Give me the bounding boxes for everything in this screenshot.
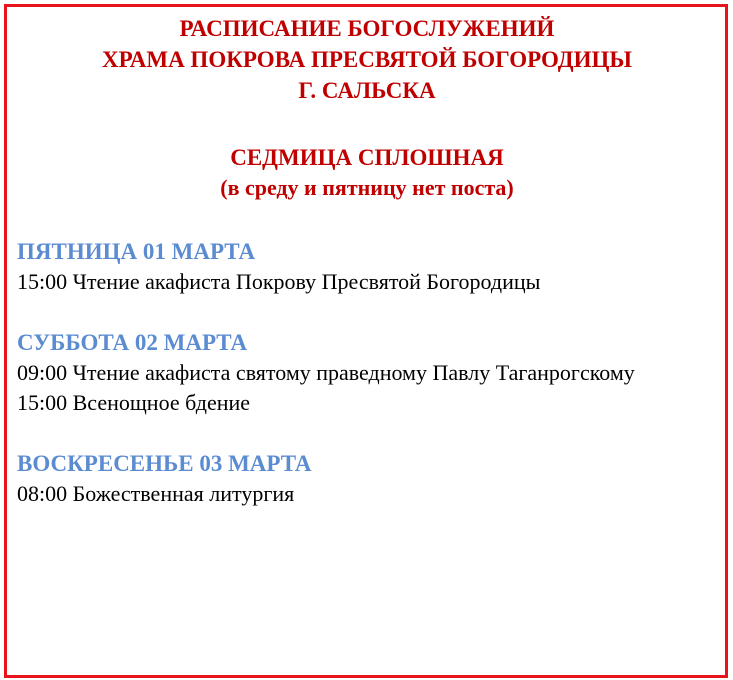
- week-block: [17, 143, 717, 202]
- day-saturday: [17, 328, 717, 418]
- header-line-church-schedule: РАСПИСАНИЕ БОГОСЛУЖЕНИЙ: [179, 16, 555, 41]
- service-item: 15:00 Чтение акафиста Покрову Пресвятой Богородицы: [17, 269, 541, 294]
- day-sunday: [17, 449, 717, 509]
- schedule-frame: [4, 4, 728, 678]
- header-line-church-name: ХРАМА ПОКРОВА ПРЕСВЯТОЙ БОГОРОДИЦЫ: [102, 47, 632, 72]
- week-title: СЕДМИЦА СПЛОШНАЯ: [230, 145, 504, 170]
- schedule-header: [17, 13, 717, 106]
- day-title: ПЯТНИЦА 01 МАРТА: [17, 239, 256, 264]
- service-item: 15:00 Всенощное бдение: [17, 390, 251, 415]
- schedule-content: [17, 13, 717, 509]
- service-item: 08:00 Божественная литургия: [17, 481, 295, 506]
- week-note: (в среду и пятницу нет поста): [220, 175, 514, 200]
- day-title: ВОСКРЕСЕНЬЕ 03 МАРТА: [17, 451, 312, 476]
- day-friday: [17, 237, 717, 297]
- day-title: СУББОТА 02 МАРТА: [17, 330, 248, 355]
- service-item: 09:00 Чтение акафиста святому праведному Павлу Таганрогскому: [17, 360, 635, 385]
- header-line-city: Г. САЛЬСКА: [298, 78, 436, 103]
